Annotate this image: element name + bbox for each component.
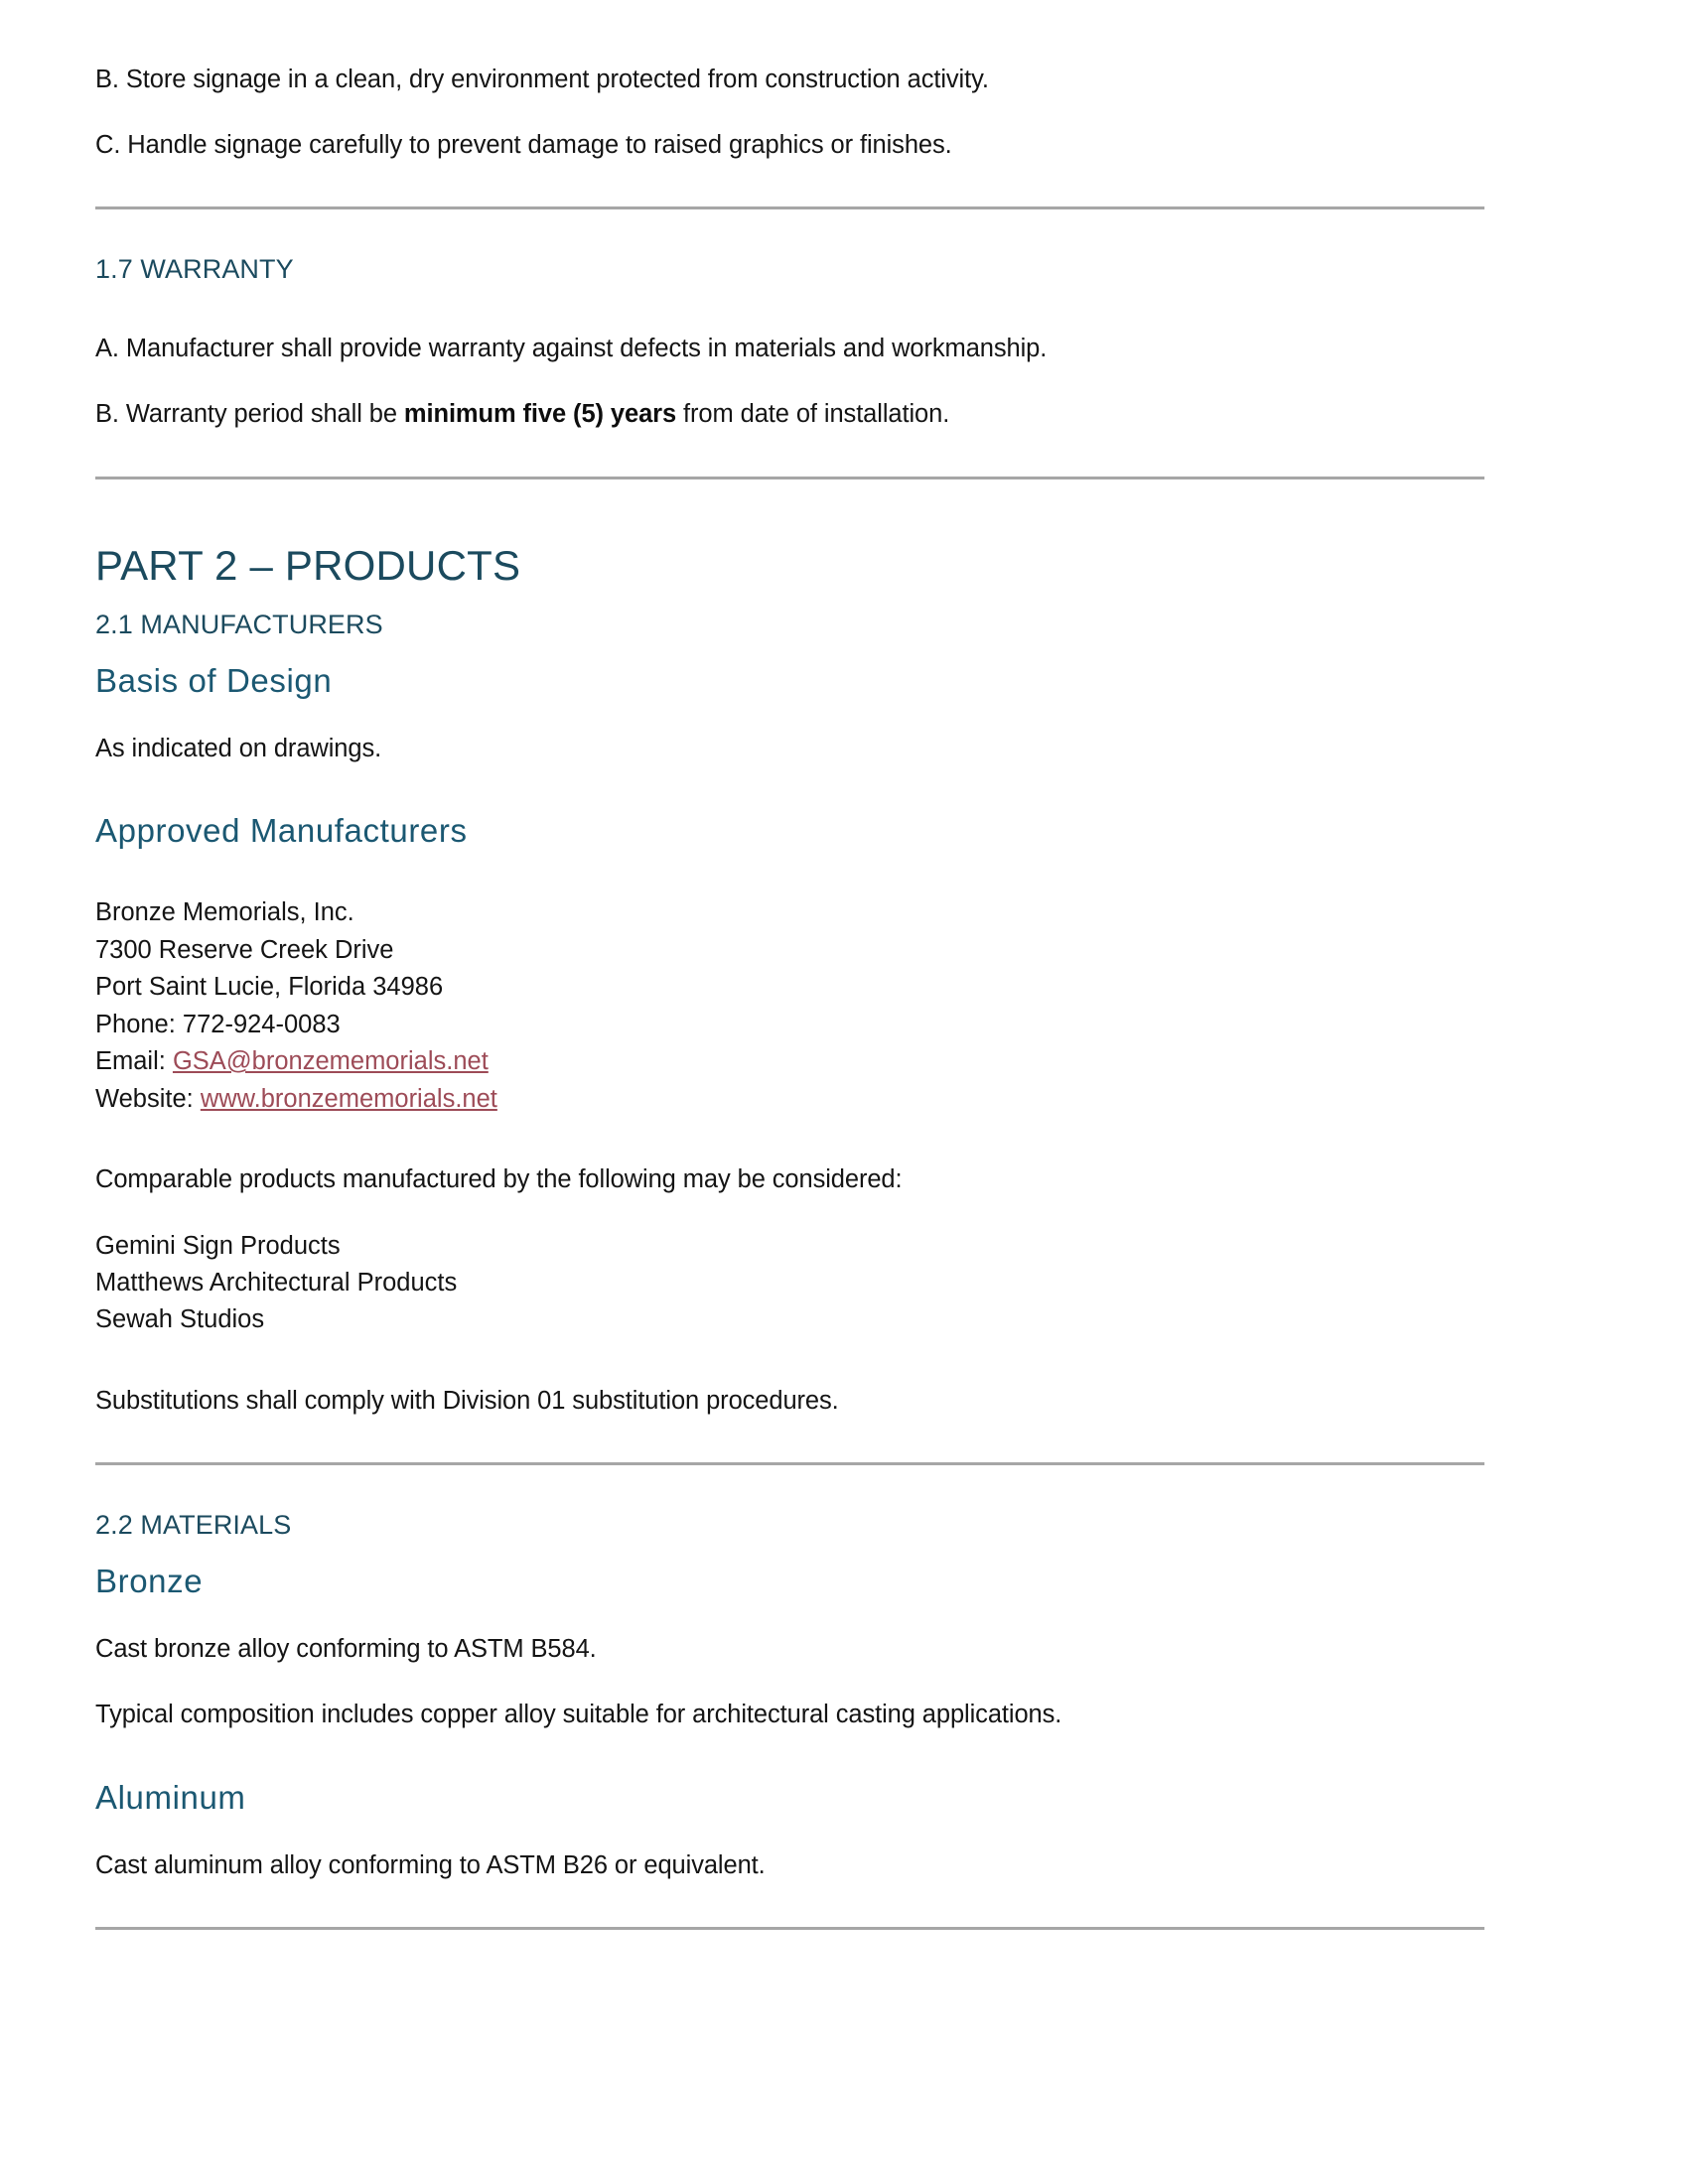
heading-2-1-manufacturers: 2.1 MANUFACTURERS xyxy=(95,609,383,639)
company-email-line xyxy=(95,1043,1541,1080)
list-item: Gemini Sign Products xyxy=(95,1231,341,1260)
gap xyxy=(95,1118,1541,1161)
gap xyxy=(95,1601,1541,1631)
document-content xyxy=(95,0,1541,1930)
company-name: Bronze Memorials, Inc. xyxy=(95,898,354,927)
heading-basis-of-design: Basis of Design xyxy=(95,661,333,699)
gap xyxy=(95,479,1541,541)
gap xyxy=(95,209,1541,253)
heading-part-2: PART 2 – PRODUCTS xyxy=(95,541,521,589)
gap xyxy=(95,701,1541,731)
gap xyxy=(95,766,1541,810)
list-item: Sewah Studios xyxy=(95,1305,265,1334)
warranty-item-b-suffix: from date of installation. xyxy=(676,400,950,429)
heading-2-2-materials: 2.2 MATERIALS xyxy=(95,1510,292,1541)
comparable-products-intro: Comparable products manufactured by the following may be considered: xyxy=(95,1165,903,1194)
gap xyxy=(95,642,1541,660)
gap xyxy=(95,433,1541,477)
website-link[interactable]: www.bronzememorials.net xyxy=(200,1084,497,1113)
top-spacer xyxy=(95,0,1541,62)
basis-of-design-text: As indicated on drawings. xyxy=(95,734,382,762)
gap xyxy=(95,366,1541,396)
gap xyxy=(95,1419,1541,1462)
heading-aluminum: Aluminum xyxy=(95,1778,246,1816)
warranty-item-b xyxy=(95,396,1541,432)
phone-label: Phone: xyxy=(95,1010,183,1038)
gap xyxy=(95,1667,1541,1697)
company-city-state-zip: Port Saint Lucie, Florida 34986 xyxy=(95,973,444,1002)
aluminum-para-1: Cast aluminum alloy conforming to ASTM B26 or equivalent. xyxy=(95,1850,766,1879)
warranty-item-b-prefix: B. Warranty period shall be xyxy=(95,400,404,429)
gap xyxy=(95,1733,1541,1777)
email-label: Email: xyxy=(95,1047,173,1076)
comparable-manufacturers-list xyxy=(95,1228,1541,1339)
list-item: Matthews Architectural Products xyxy=(95,1269,458,1297)
gap xyxy=(95,1465,1541,1509)
manufacturer-contact-block xyxy=(95,894,1541,1118)
website-label: Website: xyxy=(95,1084,201,1113)
gap xyxy=(95,1883,1541,1927)
company-street: 7300 Reserve Creek Drive xyxy=(95,935,394,964)
bronze-para-1: Cast bronze alloy conforming to ASTM B584. xyxy=(95,1635,597,1664)
phone-number: 772-924-0083 xyxy=(182,1010,341,1038)
heading-bronze: Bronze xyxy=(95,1562,204,1599)
gap xyxy=(95,287,1541,331)
heading-approved-manufacturers: Approved Manufacturers xyxy=(95,812,468,850)
substitutions-text: Substitutions shall comply with Division 01 substitution procedures. xyxy=(95,1386,839,1415)
gap xyxy=(95,591,1541,609)
gap xyxy=(95,1198,1541,1228)
bronze-para-2: Typical composition includes copper alloy suitable for architectural casting applications. xyxy=(95,1701,1062,1729)
storage-item-b: B. Store signage in a clean, dry environment protected from construction activity. xyxy=(95,66,989,93)
gap xyxy=(95,163,1541,206)
gap xyxy=(95,1818,1541,1847)
gap xyxy=(95,1543,1541,1561)
section-divider xyxy=(95,1927,1484,1930)
gap xyxy=(95,97,1541,127)
company-website-line xyxy=(95,1081,1541,1118)
gap xyxy=(95,1339,1541,1383)
gap xyxy=(95,851,1541,894)
storage-item-c: C. Handle signage carefully to prevent damage to raised graphics or finishes. xyxy=(95,131,952,160)
warranty-item-a: A. Manufacturer shall provide warranty against defects in materials and workmanship. xyxy=(95,335,1048,363)
heading-1-7-warranty: 1.7 WARRANTY xyxy=(95,254,294,285)
email-link[interactable]: GSA@bronzememorials.net xyxy=(172,1047,489,1076)
warranty-item-b-bold: minimum five (5) years xyxy=(403,400,677,429)
company-phone-line xyxy=(95,1007,1541,1043)
